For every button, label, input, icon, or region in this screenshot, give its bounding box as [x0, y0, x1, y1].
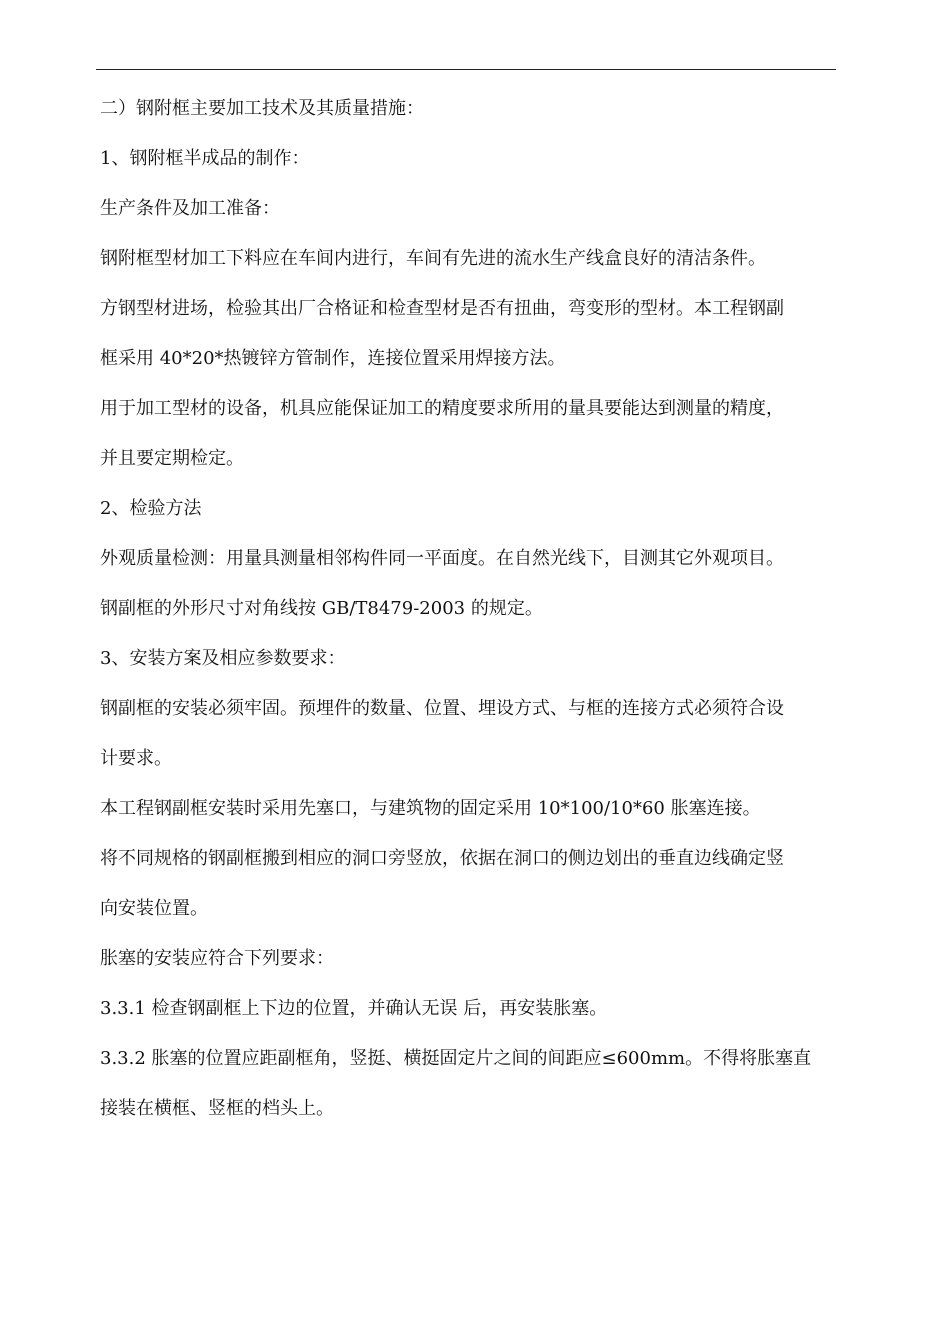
paragraph-line: 钢附框型材加工下料应在车间内进行，车间有先进的流水生产线盒良好的清洁条件。: [100, 248, 766, 269]
list-item-continuation: 接装在横框、竖框的档头上。: [100, 1098, 334, 1119]
paragraph-line: 计要求。: [100, 748, 172, 769]
section-heading: 二）钢附框主要加工技术及其质量措施：: [100, 98, 424, 119]
paragraph-line: 本工程钢副框安装时采用先塞口，与建筑物的固定采用 10*100/10*60 胀塞连接。: [100, 798, 761, 819]
paragraph-line: 将不同规格的钢副框搬到相应的洞口旁竖放，依据在洞口的侧边划出的垂直边线确定竖: [100, 848, 784, 869]
list-item: 3.3.2 胀塞的位置应距副框角，竖挺、横挺固定片之间的间距应≤600mm。不得将胀塞直: [100, 1048, 812, 1069]
paragraph-line: 生产条件及加工准备：: [100, 198, 280, 219]
header-rule: [96, 69, 836, 70]
subsection-heading: 1、钢附框半成品的制作：: [100, 148, 310, 169]
paragraph-line: 外观质量检测：用量具测量相邻构件同一平面度。在自然光线下，目测其它外观项目。: [100, 548, 784, 569]
paragraph-line: 并且要定期检定。: [100, 448, 244, 469]
paragraph-line: 胀塞的安装应符合下列要求：: [100, 948, 334, 969]
paragraph-line: 钢副框的安装必须牢固。预埋件的数量、位置、埋设方式、与框的连接方式必须符合设: [100, 698, 784, 719]
paragraph-line: 框采用 40*20*热镀锌方管制作，连接位置采用焊接方法。: [100, 348, 566, 369]
subsection-heading: 3、安装方案及相应参数要求：: [100, 648, 346, 669]
paragraph-line: 用于加工型材的设备，机具应能保证加工的精度要求所用的量具要能达到测量的精度，: [100, 398, 784, 419]
paragraph-line: 钢副框的外形尺寸对角线按 GB/T8479-2003 的规定。: [100, 598, 543, 619]
list-item: 3.3.1 检查钢副框上下边的位置，并确认无误 后，再安装胀塞。: [100, 998, 608, 1019]
paragraph-line: 方钢型材进场，检验其出厂合格证和检查型材是否有扭曲，弯变形的型材。本工程钢副: [100, 298, 784, 319]
subsection-heading: 2、检验方法: [100, 498, 202, 519]
document-body: [100, 91, 834, 1141]
paragraph-line: 向安装位置。: [100, 898, 208, 919]
